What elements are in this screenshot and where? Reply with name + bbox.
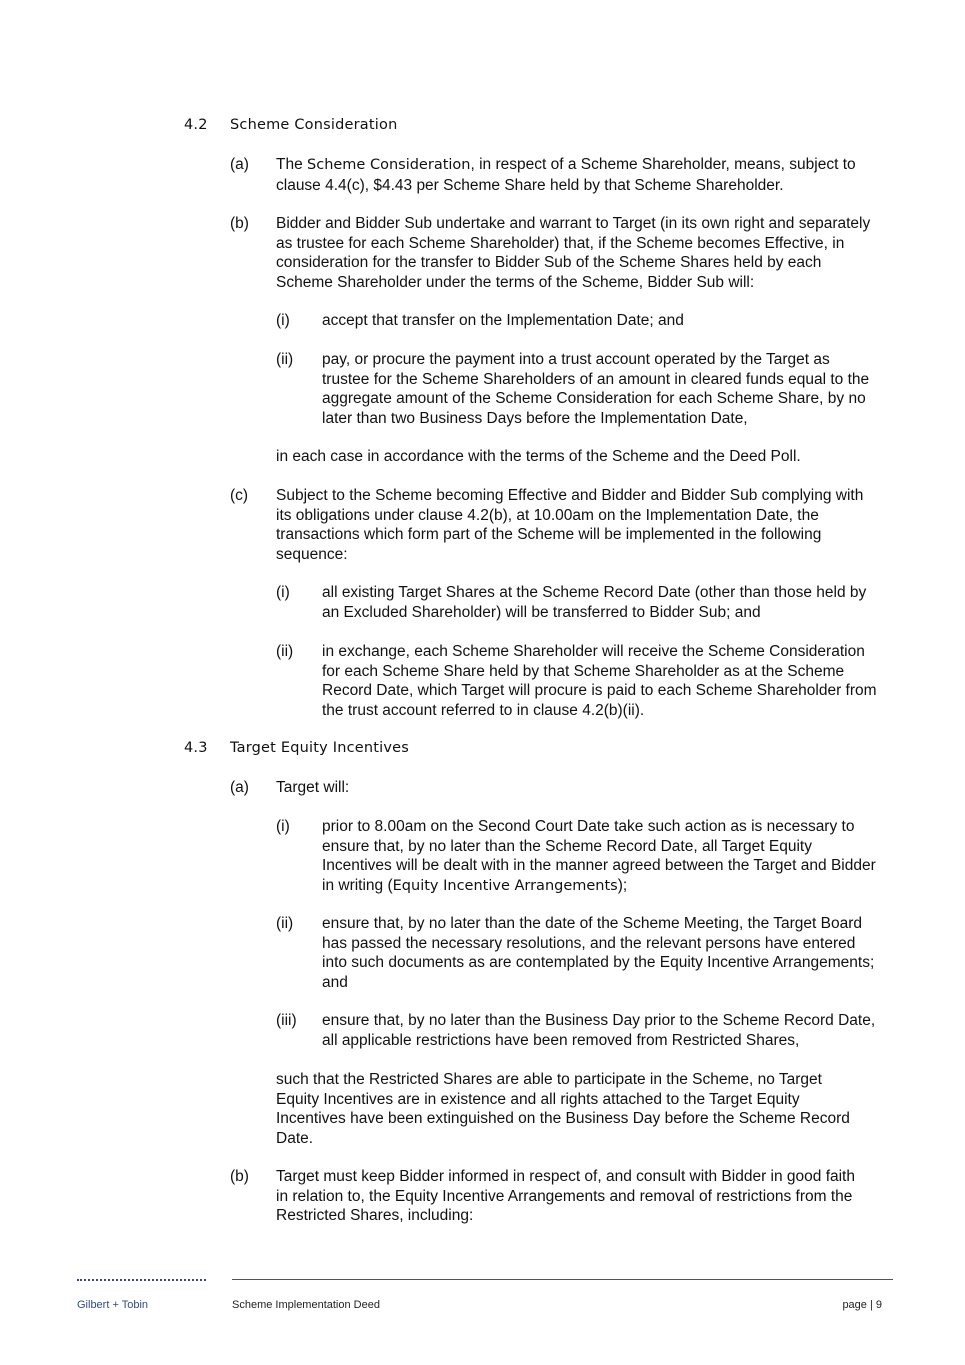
section-number-4-2: 4.2 <box>184 117 208 133</box>
clause-label-4-3-a: (a) <box>230 779 249 796</box>
footer-firm-name: Gilbert + Tobin <box>77 1299 149 1311</box>
section-title-4-3: Target Equity Incentives <box>230 740 410 756</box>
clause-4-3-b-text: Target must keep Bidder informed in respect of, and consult with Bidder in good faith in relation to, the Equity Incentive Arrangements and removal of restrictions from the Restricted Shares, including: <box>276 1168 855 1224</box>
subclause-label-4-2-c-ii: (ii) <box>276 643 294 660</box>
footer-page-number: page | 9 <box>842 1299 882 1311</box>
subclause-label-4-2-b-ii: (ii) <box>276 351 294 368</box>
subclause-4-3-a-iii-text: ensure that, by no later than the Business Day prior to the Scheme Record Date, all applicable restrictions have been removed from Restricted Shares, <box>322 1012 876 1049</box>
subclause-4-2-b-i-text: accept that transfer on the Implementation Date; and <box>322 312 684 329</box>
defined-term: Scheme Consideration <box>307 157 471 173</box>
subclause-4-3-a-i-text <box>322 817 878 896</box>
clause-4-2-b-text: Bidder and Bidder Sub undertake and warrant to Target (in its own right and separately as trustee for each Scheme Shareholder) that, if the Scheme becomes Effective, in consideration for the transfer to Bidder Sub of the Scheme Shares held by each Scheme Shareholder under the terms of the Scheme, Bidder Sub will: <box>276 215 871 291</box>
subclause-label-4-2-c-i: (i) <box>276 584 290 601</box>
subclause-label-4-2-b-i: (i) <box>276 312 290 329</box>
clause-4-2-b-tail: in each case in accordance with the terms of the Scheme and the Deed Poll. <box>276 448 801 465</box>
clause-4-2-c-text: Subject to the Scheme becoming Effective and Bidder and Bidder Sub complying with its obligations under clause 4.2(b), at 10.00am on the Implementation Date, the transactions which form part of the Scheme will be implemented in the following sequence: <box>276 487 864 563</box>
clause-label-4-2-a: (a) <box>230 156 249 173</box>
footer-rule <box>232 1279 893 1280</box>
defined-term: Equity Incentive Arrangements <box>392 877 618 894</box>
clause-text-part: prior to 8.00am on the Second Court Date take such action as is necessary to ensure that, by no later than the Scheme Record Date, all Target Equity Incentives will be dealt with in the manner agreed between the Target and Bidder in writing ( <box>322 818 876 894</box>
subclause-4-2-c-ii-text: in exchange, each Scheme Shareholder will receive the Scheme Consideration for each Scheme Share held by that Scheme Shareholder as at the Scheme Record Date, which Target will procure is paid to each Scheme Shareholder from the trust account referred to in clause 4.2(b)(ii). <box>322 643 877 719</box>
footer-dotted-rule <box>77 1279 206 1281</box>
clause-4-3-a-tail: such that the Restricted Shares are able to participate in the Scheme, no Target Equity Incentives are in existence and all rights attached to the Target Equity Incentives have been extinguished on the Business Day before the Scheme Record Date. <box>276 1071 850 1147</box>
clause-4-3-a-text: Target will: <box>276 779 350 796</box>
subclause-4-2-c-i-text: all existing Target Shares at the Scheme Record Date (other than those held by an Excluded Shareholder) will be transferred to Bidder Sub; and <box>322 584 867 621</box>
subclause-4-3-a-ii-text: ensure that, by no later than the date of the Scheme Meeting, the Target Board has passed the necessary resolutions, and the relevant persons have entered into such documents as are contemplated by the Equity Incentive Arrangements; and <box>322 915 875 991</box>
clause-label-4-3-b: (b) <box>230 1168 249 1185</box>
subclause-label-4-3-a-i: (i) <box>276 818 290 835</box>
section-title-4-2: Scheme Consideration <box>230 117 398 133</box>
section-number-4-3: 4.3 <box>184 740 208 756</box>
footer-document-title: Scheme Implementation Deed <box>232 1299 380 1311</box>
clause-text-part: ); <box>617 876 628 894</box>
clause-text-part: The <box>276 156 308 173</box>
clause-label-4-2-b: (b) <box>230 215 249 232</box>
subclause-label-4-3-a-ii: (ii) <box>276 915 294 932</box>
subclause-4-2-b-ii-text: pay, or procure the payment into a trust account operated by the Target as trustee for the Scheme Shareholders of an amount in cleared funds equal to the aggregate amount of the Scheme Consideration for each Scheme Share, by no later than two Business Days before the Implementation Date, <box>322 351 870 427</box>
clause-text-part: , in respect of a Scheme Shareholder, means, subject to clause 4.4(c), $4.43 per Scheme Share held by that Scheme Shareholder. <box>276 156 856 194</box>
clause-4-2-a-text <box>276 155 876 195</box>
clause-label-4-2-c: (c) <box>230 487 249 504</box>
subclause-label-4-3-a-iii: (iii) <box>276 1012 297 1029</box>
